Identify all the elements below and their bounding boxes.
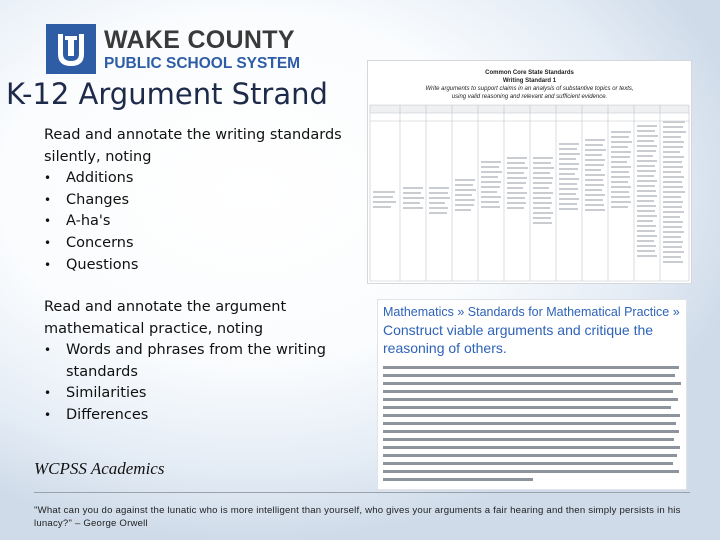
block1-item: • A-ha's xyxy=(44,211,344,233)
footer-divider xyxy=(34,492,690,493)
doc1-heading2: Writing Standard 1 xyxy=(502,78,557,84)
standards-document-heading xyxy=(368,69,691,101)
block2-item: • Similarities xyxy=(44,383,344,405)
footer-quote: "What can you do against the lunatic who is more intelligent than yourself, who gives your arguments a fair hearing and then simply persists in his lunacy?" – George Orwell xyxy=(34,505,681,529)
block1-item: • Concerns xyxy=(44,233,344,255)
math-practice-body-graphic xyxy=(383,364,683,488)
math-practice-document-image xyxy=(377,299,687,490)
math-practice-instructions xyxy=(44,297,344,427)
wcpss-logo xyxy=(46,24,301,74)
logo-text-line1: WAKE COUNTY xyxy=(104,26,295,54)
block2-item: • Differences xyxy=(44,405,344,427)
math-practice-breadcrumb: Mathematics » Standards for Mathematical Practice » xyxy=(383,305,680,319)
math-practice-title: Construct viable arguments and critique the reasoning of others. xyxy=(383,322,654,356)
logo-text-line2: PUBLIC SCHOOL SYSTEM xyxy=(104,55,301,72)
block1-list xyxy=(44,168,344,276)
block2-list xyxy=(44,340,344,426)
doc1-heading4: using valid reasoning and relevant and sufficient evidence. xyxy=(451,94,608,100)
math-practice-text-lines xyxy=(383,364,683,484)
block1-intro: Read and annotate the writing standards silently, noting xyxy=(44,127,342,165)
doc1-heading3: Write arguments to support claims in an analysis of substantive topics or texts, xyxy=(425,86,634,92)
block1-item: • Changes xyxy=(44,190,344,212)
wcpss-logo-icon xyxy=(46,24,96,74)
writing-standards-instructions xyxy=(44,125,344,276)
block2-item: • Words and phrases from the writing standards xyxy=(44,340,344,383)
slide-title: K-12 Argument Strand xyxy=(6,77,328,111)
footer-label: WCPSS Academics xyxy=(34,459,165,478)
writing-standards-document-image xyxy=(367,60,692,284)
math-practice-heading xyxy=(383,304,683,357)
block1-item: • Questions xyxy=(44,255,344,277)
block2-intro: Read and annotate the argument mathematical practice, noting xyxy=(44,299,287,337)
block1-item: • Additions xyxy=(44,168,344,190)
doc1-heading1: Common Core State Standards xyxy=(485,70,574,76)
